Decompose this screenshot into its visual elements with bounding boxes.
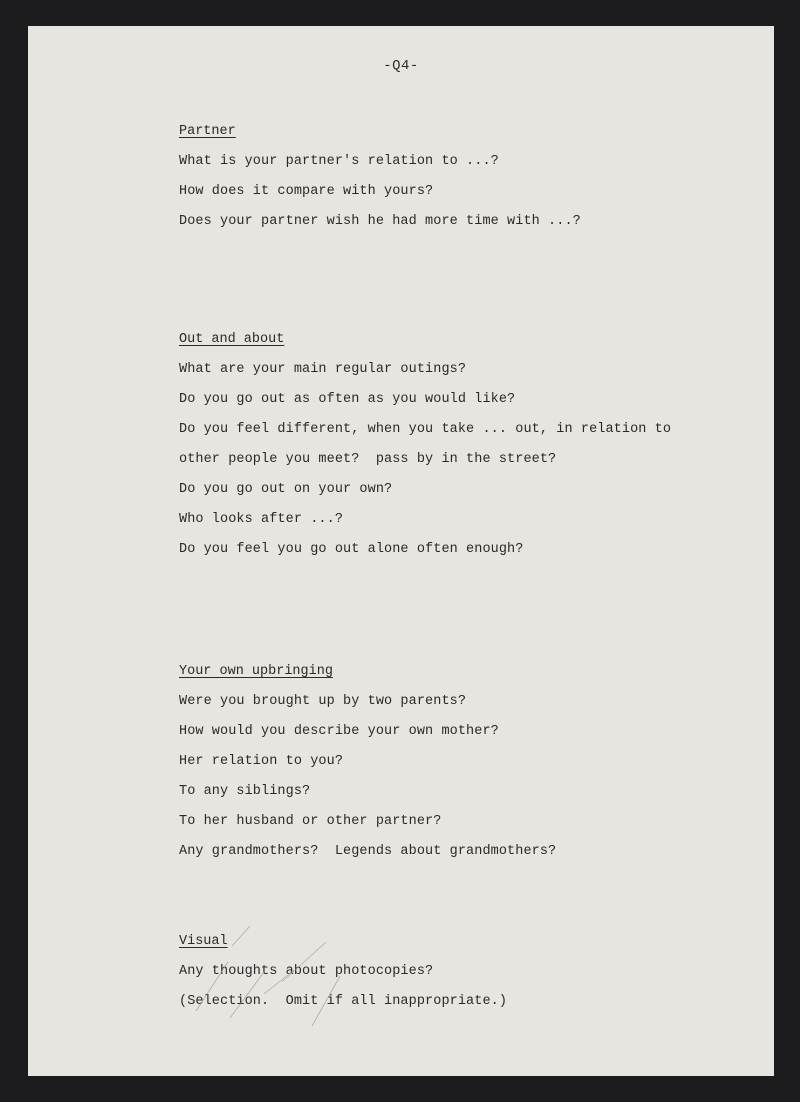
question-line: Do you feel different, when you take ... out, in relation to	[179, 422, 672, 437]
section-heading: Partner	[179, 124, 236, 139]
question-line: Who looks after ...?	[179, 512, 344, 527]
question-line: What are your main regular outings?	[179, 362, 467, 377]
question-line: How does it compare with yours?	[179, 184, 434, 199]
section-heading: Your own upbringing	[179, 664, 333, 679]
question-line: Any thoughts about photocopies?	[179, 964, 434, 979]
question-line: Do you go out on your own?	[179, 482, 393, 497]
page-number: -Q4-	[383, 58, 419, 74]
question-line: other people you meet? pass by in the street?	[179, 452, 557, 467]
section-upbringing	[179, 657, 739, 867]
question-line: What is your partner's relation to ...?	[179, 154, 499, 169]
section-heading: Visual	[179, 934, 228, 949]
document-page	[28, 26, 774, 1076]
section-visual	[179, 927, 739, 1017]
question-line: Do you go out as often as you would like?	[179, 392, 516, 407]
question-line: Any grandmothers? Legends about grandmothers?	[179, 844, 557, 859]
section-heading: Out and about	[179, 332, 285, 347]
question-line: (Selection. Omit if all inappropriate.)	[179, 994, 508, 1009]
question-line: To her husband or other partner?	[179, 814, 442, 829]
question-line: Her relation to you?	[179, 754, 344, 769]
question-line: Do you feel you go out alone often enough?	[179, 542, 524, 557]
question-line: Does your partner wish he had more time with ...?	[179, 214, 581, 229]
question-line: Were you brought up by two parents?	[179, 694, 467, 709]
section-out-and-about	[179, 325, 739, 565]
section-partner	[179, 117, 739, 237]
question-line: To any siblings?	[179, 784, 311, 799]
question-line: How would you describe your own mother?	[179, 724, 499, 739]
